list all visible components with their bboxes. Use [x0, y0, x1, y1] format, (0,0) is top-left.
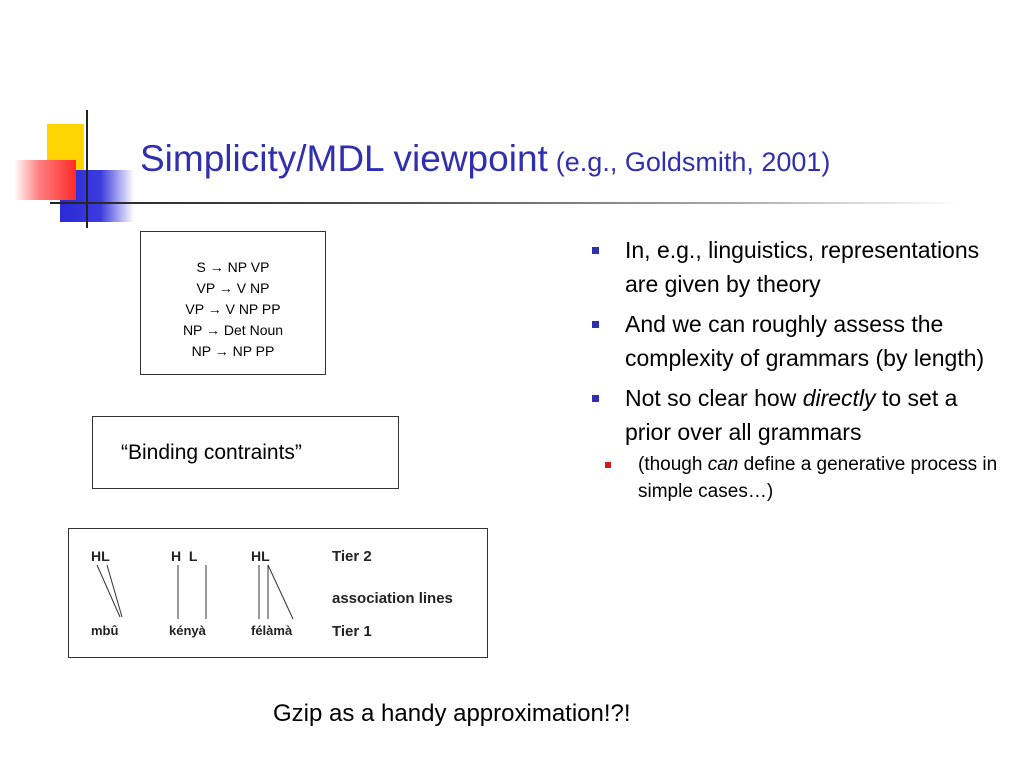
bullet-item [592, 233, 1002, 301]
bullet-list [592, 233, 1002, 505]
word-label: kényà [169, 623, 206, 638]
sub-bullet-text-before: (though [638, 454, 708, 475]
bullet-marker [592, 321, 599, 328]
grammar-rule: VP → V NP [196, 280, 270, 296]
sub-bullet-text-after: define a generative process in simple cases…) [638, 454, 998, 502]
grammar-rule: NP → Det Noun [182, 322, 284, 338]
slide-title [140, 138, 830, 180]
grammar-rule: NP → NP PP [191, 343, 275, 359]
title-underline [50, 202, 960, 204]
association-lines-label: association lines [332, 590, 453, 607]
bullet-text-after: to set a prior over all grammars [625, 385, 958, 445]
grammar-rule: VP → V NP PP [185, 301, 281, 317]
association-line [97, 565, 120, 617]
tier-diagram-svg [69, 529, 487, 657]
tone-label: H L [171, 548, 198, 564]
grammar-rules-box [140, 231, 326, 375]
footer-text: Gzip as a handy approximation!?! [273, 700, 631, 727]
bullet-emphasis: directly [802, 385, 876, 411]
grammar-rule: S → NP VP [196, 259, 270, 275]
tier1-label: Tier 1 [332, 623, 372, 640]
tier2-label: Tier 2 [332, 548, 372, 565]
bullet-text-before: Not so clear how [625, 385, 803, 411]
association-line [107, 565, 122, 617]
sub-bullet-marker [605, 462, 611, 468]
logo-vertical-line [86, 110, 88, 228]
title-sub: (e.g., Goldsmith, 2001) [555, 147, 831, 177]
word-label: félàmà [251, 623, 293, 638]
bullet-item [592, 381, 1002, 449]
association-line [268, 565, 293, 619]
bullet-marker [592, 247, 599, 254]
binding-constraints-box [92, 416, 399, 489]
title-main: Simplicity/MDL viewpoint [140, 138, 548, 179]
tier-diagram [68, 528, 488, 658]
sub-bullet-emphasis: can [707, 454, 739, 475]
sub-bullet-item [592, 451, 1002, 505]
logo-red-square [14, 160, 76, 200]
binding-constraints-text: “Binding contraints” [121, 441, 302, 464]
tone-label: HL [251, 548, 270, 564]
tone-label: HL [91, 548, 110, 564]
word-label: mbû [91, 623, 119, 638]
bullet-marker [592, 395, 599, 402]
bullet-item [592, 307, 1002, 375]
bullet-text: In, e.g., linguistics, representations are given by theory [625, 237, 980, 297]
bullet-text: And we can roughly assess the complexity of grammars (by length) [625, 311, 985, 371]
